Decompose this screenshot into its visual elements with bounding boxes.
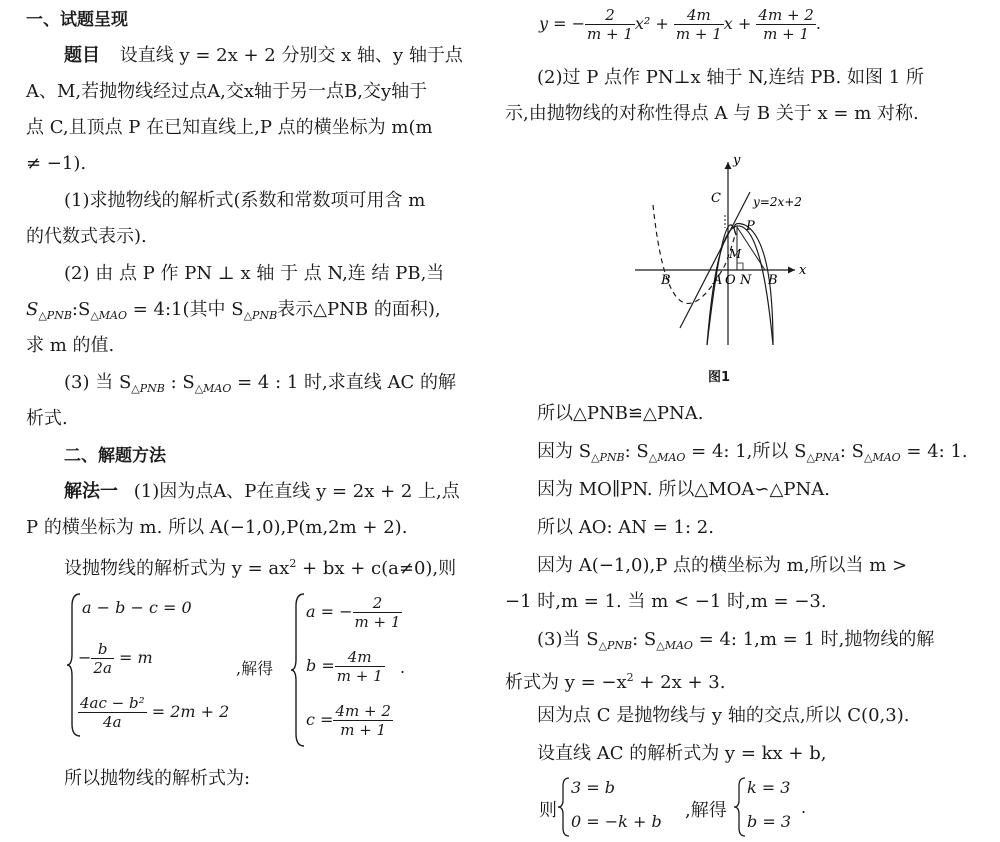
question-2-line-2: $S_{\triangle PNB}:S_{\triangle MAO}$ = 4:1(其中 $S_{\triangle PNB}$表示△PNB 的面积), xyxy=(26,299,441,322)
solve-label: ,解得 xyxy=(236,659,274,678)
part3-line-3: 因为点 C 是抛物线与 y 轴的交点,所以 C(0,3). xyxy=(537,705,910,726)
part3-line-1: (3)当 $S_{\triangle PNB}$: $S_{\triangle MAO} = 4$: 1,m = 1 时,抛物线的解 xyxy=(537,629,935,652)
result-line-3: 因为 MO∥PN. 所以△MOA∽△PNA. xyxy=(537,479,830,500)
solution-a: a = − $\frac{2}{m + 1}$ xyxy=(306,594,401,631)
method-label: 解法一 xyxy=(64,481,118,502)
system-eq-1: a − b − c = 0 xyxy=(82,598,192,617)
question-3-line-1: (3) 当 $S_{\triangle PNB}$ : $S_{\triangle MAO} = 4$ : 1 时,求直线 AC 的解 xyxy=(64,372,456,395)
problem-line-4: ≠ −1). xyxy=(26,153,87,174)
part3-line-2: 析式为 $y = -x^2 + 2x + 3$. xyxy=(505,671,726,693)
dashed-parabola xyxy=(653,205,735,303)
question-1-line-2: 的代数式表示). xyxy=(26,226,147,247)
label-c: C xyxy=(711,191,721,206)
final-solution-k: k = 3 xyxy=(747,778,791,797)
problem-text-1: 设直线 y = 2x + 2 分别交 x 轴、y 轴于点 xyxy=(119,45,463,66)
parabola-equation: y = − $\frac{2}{m + 1}$ x² + $\frac{4m}{m + 1}$ x + $\frac{4m + 2}{m + 1}$ . xyxy=(539,6,821,43)
method-line-3: 设抛物线的解析式为 $y = ax^2$ + bx + c(a≠0),则 xyxy=(64,557,457,579)
label-a: A xyxy=(713,273,723,288)
label-b-right: B xyxy=(768,273,778,288)
result-line-5: 因为 A(−1,0),P 点的横坐标为 m,所以当 m > xyxy=(537,555,908,576)
problem-line-1 xyxy=(64,42,463,70)
final-solution-brace xyxy=(733,776,747,838)
label-m: M xyxy=(729,247,742,261)
solution-brace xyxy=(290,592,306,748)
final-eq-1: 3 = b xyxy=(571,778,615,797)
question-2-line-1: (2) 由 点 P 作 PN ⊥ x 轴 于 点 N,连 结 PB,当 xyxy=(64,263,445,284)
part2-line-2: 示,由抛物线的对称性得点 A 与 B 关于 x = m 对称. xyxy=(505,103,919,124)
solution-dot: . xyxy=(400,658,406,677)
section-heading-1: 一、试题呈现 xyxy=(26,10,128,30)
result-line-4: 所以 AO: AN = 1: 2. xyxy=(537,517,714,538)
part3-line-4: 设直线 AC 的解析式为 y = kx + b, xyxy=(537,743,827,764)
solution-c: c = $\frac{4m + 2}{m + 1}$ xyxy=(306,702,391,739)
question-3-line-2: 析式. xyxy=(26,408,68,429)
method-line-2: P 的横坐标为 m. 所以 A(−1,0),P(m,2m + 2). xyxy=(26,517,408,538)
question-1-line-1: (1)求抛物线的解析式(系数和常数项可用含 m xyxy=(64,190,426,211)
right-angle-mark xyxy=(737,263,743,270)
figure-1 xyxy=(625,150,915,350)
part2-line-1: (2)过 P 点作 PN⊥x 轴于 N,连结 PB. 如图 1 所 xyxy=(537,67,924,88)
result-line-2: 因为 $S_{\triangle PNB}$: $S_{\triangle MAO} = 4$: 1,所以 $S_{\triangle PNA}$: $S_{\triangle MAO} = 4$: 1. xyxy=(537,441,968,464)
then-label: 则 xyxy=(539,800,557,821)
label-b-left: B xyxy=(661,273,671,288)
system-eq-2: − $\frac{b}{2a}$ = m xyxy=(78,640,153,677)
system-eq-3: $\frac{\text{4ac − b²}}{4a}$ = 2m + 2 xyxy=(80,694,230,731)
method-conclusion: 所以抛物线的解析式为: xyxy=(64,768,251,789)
section-heading-2: 二、解题方法 xyxy=(64,446,166,466)
label-o: O xyxy=(725,273,736,288)
problem-line-3: 点 C,且顶点 P 在已知直线上,P 点的横坐标为 m(m xyxy=(26,117,433,138)
question-2-line-3: 求 m 的值. xyxy=(26,335,115,356)
problem-line-2: A、M,若抛物线经过点A,交x轴于另一点B,交y轴于 xyxy=(26,81,428,102)
final-solve-label: ,解得 xyxy=(685,800,727,821)
solution-b: b = $\frac{4m}{m + 1}$ xyxy=(306,648,383,685)
label-x: x xyxy=(799,263,807,278)
result-line-6: −1 时,m = 1. 当 m < −1 时,m = −3. xyxy=(505,591,827,612)
final-dot: . xyxy=(801,798,807,817)
label-y: y xyxy=(733,153,741,168)
label-line: y=2x+2 xyxy=(753,195,802,209)
problem-label: 题目 xyxy=(64,45,100,66)
label-n: N xyxy=(740,273,752,288)
method-line-1: 解法一 (1)因为点A、P在直线 y = 2x + 2 上,点 xyxy=(64,481,460,502)
final-eq-2: 0 = −k + b xyxy=(571,812,662,831)
figure-caption: 图1 xyxy=(708,370,731,385)
result-line-1: 所以△PNB≌△PNA. xyxy=(537,403,704,424)
final-solution-b: b = 3 xyxy=(747,812,791,831)
final-system-brace xyxy=(557,776,571,838)
label-p: P xyxy=(746,219,755,234)
